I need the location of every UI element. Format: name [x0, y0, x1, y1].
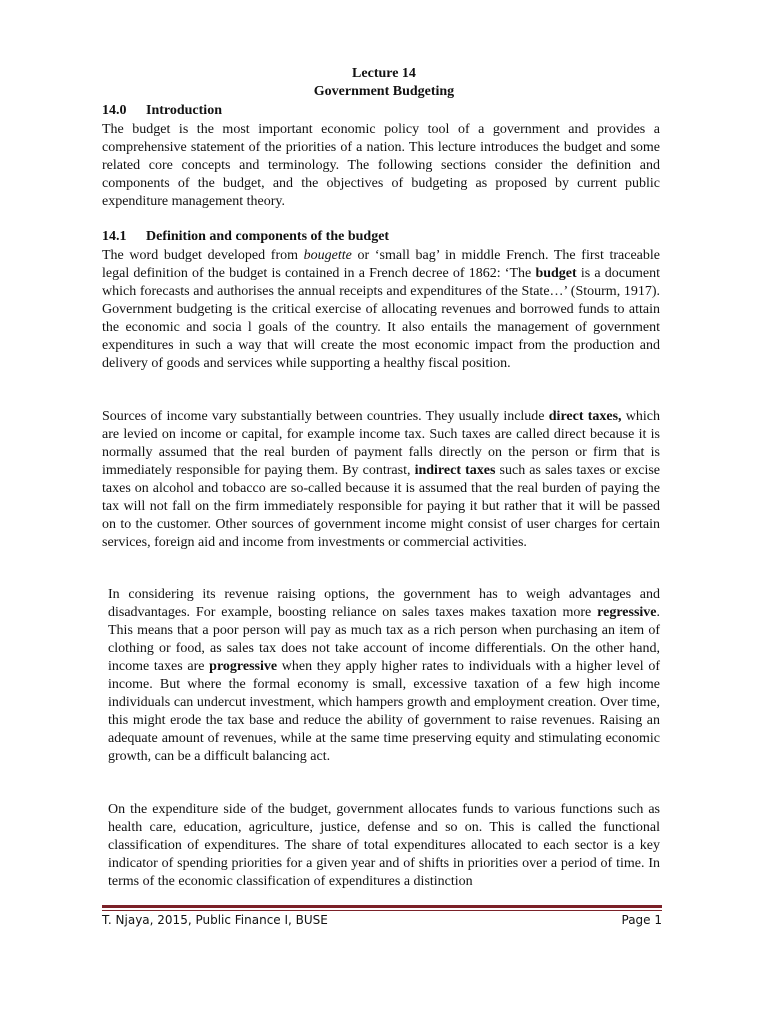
page-number: Page 1 — [621, 913, 662, 927]
income-sources-paragraph: Sources of income vary substantially between countries. They usually include direct taxes, which are levied on income or capital, for example income tax. Such taxes are called direct because it is normally assumed that the real burden of payment falls directly on the person or firm that is immediately responsible for paying them. By contrast, indirect taxes such as sales taxes or excise taxes on alcohol and tobacco are so-called because it is assumed that the real burden of paying the tax will not fall on the firm immediately responsible for paying it but rather that it will be passed on to the customer. Other sources of government income might consist of user charges for certain services, foreign aid and income from investments or commercial activities. — [102, 409, 661, 550]
footer-rule-thick — [102, 905, 662, 908]
section-number: 14.1 — [102, 229, 127, 244]
intro-paragraph: The budget is the most important economic policy tool of a government and provides a comprehensive statement of the priorities of a nation. This lecture introduces the budget and some related core concepts and terminology. The following sections consider the definition and components of the budget, and the objectives of budgeting as proposed by current public expenditure management theory. — [102, 122, 660, 209]
footer-citation: T. Njaya, 2015, Public Finance I, BUSE — [102, 913, 328, 927]
section-number: 14.0 — [102, 103, 127, 118]
footer-rule-thin — [102, 910, 662, 911]
revenue-options-paragraph: In considering its revenue raising options, the government has to weigh advantages and disadvantages. For example, boosting reliance on sales taxes makes taxation more regressive. This means that a poor person will pay as much tax as a rich person when purchasing an item of clothing or food, as sales tax does not take account of income differentials. On the other hand, income taxes are progressive when they apply higher rates to individuals with a higher level of income. But where the formal economy is small, excessive taxation of a few high income individuals can undercut investment, which hampers growth and employment creation. Over time, this might erode the tax base and reduce the ability of government to raise revenues. Raising an adequate amount of revenues, while at the same time preserving equity and stimulating economic growth, can be a difficult balancing act. — [108, 587, 661, 764]
definition-paragraph: The word budget developed from bougette or ‘small bag’ in middle French. The first traceable legal definition of the budget is contained in a French decree of 1862: ‘The budget is a document which forecasts and authorises the annual receipts and expenditures of the State…’ (Stourm, 1917). Government budgeting is the critical exercise of allocating revenues and borrowed funds to attain the economic and socia l goals of the country. It also entails the management of government expenditures in such a way that will create the most economic impact from the production and delivery of goods and services while supporting a healthy fiscal position. — [102, 248, 661, 371]
document-title: Government Budgeting — [313, 84, 455, 99]
section-heading-intro — [102, 103, 222, 119]
section-title: Introduction — [146, 103, 222, 118]
section-heading-definition — [102, 229, 389, 245]
expenditure-paragraph: On the expenditure side of the budget, government allocates funds to various functions such as health care, education, agriculture, justice, defense and so on. This is called the functional classification of expenditures. The share of total expenditures allocated to each sector is a key indicator of spending priorities for a given year and of shifts in priorities over a period of time. In terms of the economic classification of expenditures a distinction — [108, 802, 660, 889]
section-title: Definition and components of the budget — [146, 229, 390, 244]
lecture-number: Lecture 14 — [352, 66, 416, 81]
